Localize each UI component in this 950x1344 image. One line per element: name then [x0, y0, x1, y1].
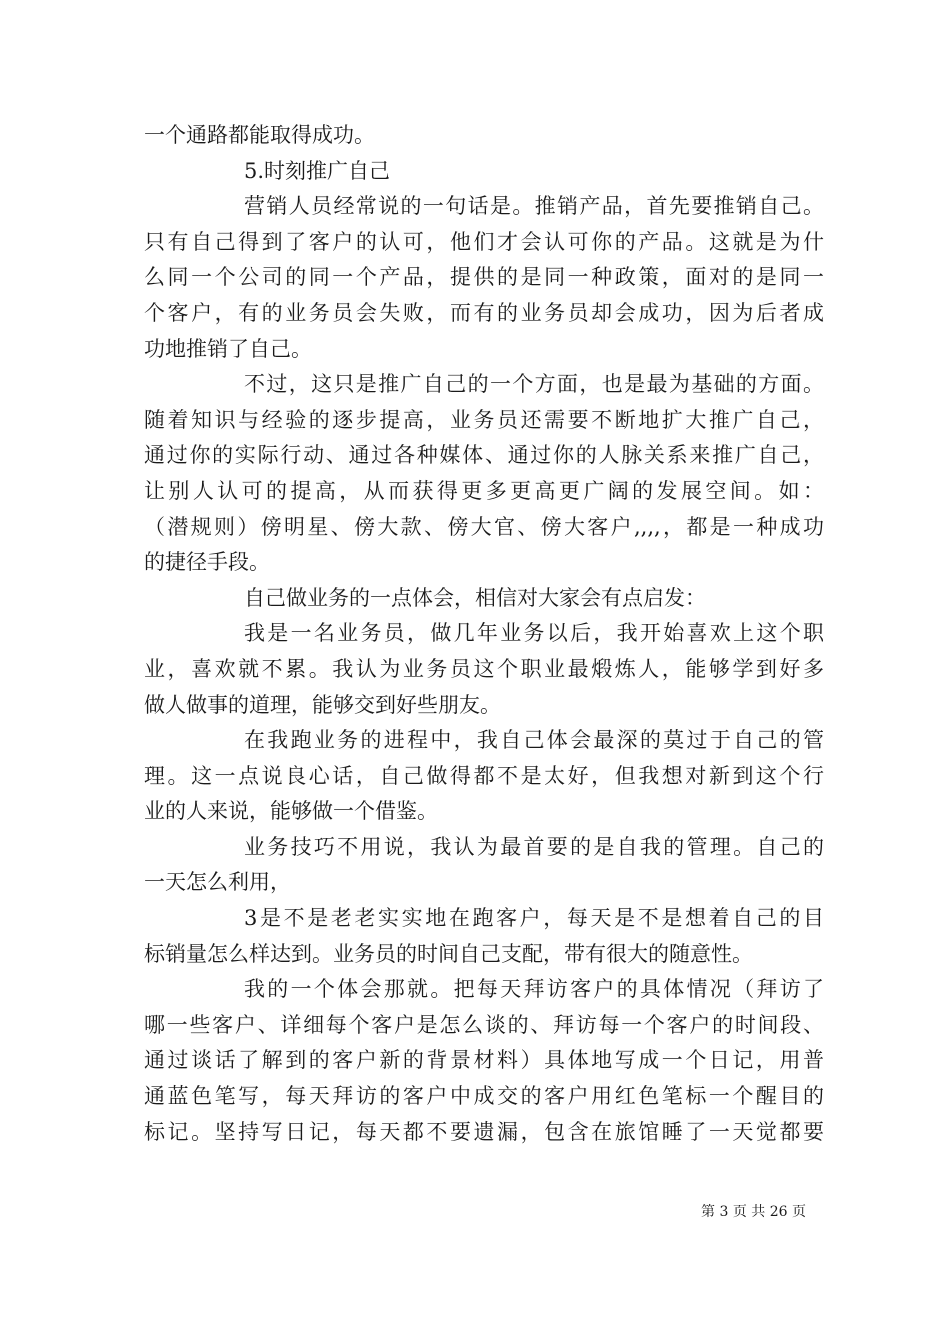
paragraph — [144, 901, 824, 972]
paragraph — [144, 118, 824, 154]
text-line: 标记。坚持写日记，每天都不要遗漏，包含在旅馆睡了一天觉都要 — [144, 1119, 824, 1144]
text-line: 一天怎么利用， — [144, 870, 291, 895]
text-line: 营销人员经常说的一句话是。推销产品，首先要推销自己。 — [244, 194, 824, 219]
text-line: 通蓝色笔写，每天拜访的客户中成交的客户用红色笔标一个醒目的 — [144, 1084, 824, 1109]
text-line: 功地推销了自己。 — [144, 336, 312, 361]
text-line: 不过，这只是推广自己的一个方面，也是最为基础的方面。 — [244, 372, 824, 397]
text-line: 5.时刻推广自己 — [244, 158, 391, 183]
text-line: 么同一个公司的同一个产品，提供的是同一种政策，面对的是同一 — [144, 265, 824, 290]
text-line: 随着知识与经验的逐步提高，业务员还需要不断地扩大推广自己， — [144, 407, 824, 432]
paragraph — [144, 616, 824, 723]
text-line: 的捷径手段。 — [144, 550, 270, 575]
body-text — [144, 118, 824, 1150]
text-line: 我的一个体会那就。把每天拜访客户的具体情况（拜访了 — [244, 977, 824, 1002]
paragraph — [144, 972, 824, 1150]
text-line: （潜规则）傍明星、傍大款、傍大官、傍大客户,,,,，都是一种成功 — [144, 514, 824, 539]
text-line: 标销量怎么样达到。业务员的时间自己支配，带有很大的随意性。 — [144, 941, 753, 966]
paragraph — [144, 723, 824, 830]
page-number-footer: 第 3 页 共 26 页 — [701, 1204, 806, 1220]
paragraph — [144, 830, 824, 901]
text-line: 理。这一点说良心话，自己做得都不是太好，但我想对新到这个行 — [144, 763, 824, 788]
paragraph — [144, 581, 824, 617]
text-line: 3是不是老老实实地在跑客户，每天是不是想着自己的目 — [244, 906, 824, 931]
text-line: 个客户，有的业务员会失败，而有的业务员却会成功，因为后者成 — [144, 300, 824, 325]
text-line: 在我跑业务的进程中，我自己体会最深的莫过于自己的管 — [244, 728, 824, 753]
text-line: 让别人认可的提高，从而获得更多更高更广阔的发展空间。如： — [144, 478, 824, 503]
paragraph — [144, 367, 824, 581]
text-line: 通过你的实际行动、通过各种媒体、通过你的人脉关系来推广自己， — [144, 443, 824, 468]
text-line: 业务技巧不用说，我认为最首要的是自我的管理。自己的 — [244, 834, 824, 859]
text-line: 一个通路都能取得成功。 — [144, 123, 375, 147]
text-line: 自己做业务的一点体会，相信对大家会有点启发： — [244, 585, 706, 610]
text-line: 业的人来说，能够做一个借鉴。 — [144, 799, 438, 824]
text-line: 我是一名业务员，做几年业务以后，我开始喜欢上这个职 — [244, 621, 824, 646]
paragraph — [144, 189, 824, 367]
text-line: 哪一些客户、详细每个客户是怎么谈的、拜访每一个客户的时间段、 — [144, 1012, 824, 1037]
text-line: 业，喜欢就不累。我认为业务员这个职业最煅炼人，能够学到好多 — [144, 656, 824, 681]
text-line: 只有自己得到了客户的认可，他们才会认可你的产品。这就是为什 — [144, 229, 824, 254]
paragraph — [144, 154, 824, 190]
text-line: 通过谈话了解到的客户新的背景材料）具体地写成一个日记，用普 — [144, 1048, 824, 1073]
text-line: 做人做事的道理，能够交到好些朋友。 — [144, 692, 501, 717]
